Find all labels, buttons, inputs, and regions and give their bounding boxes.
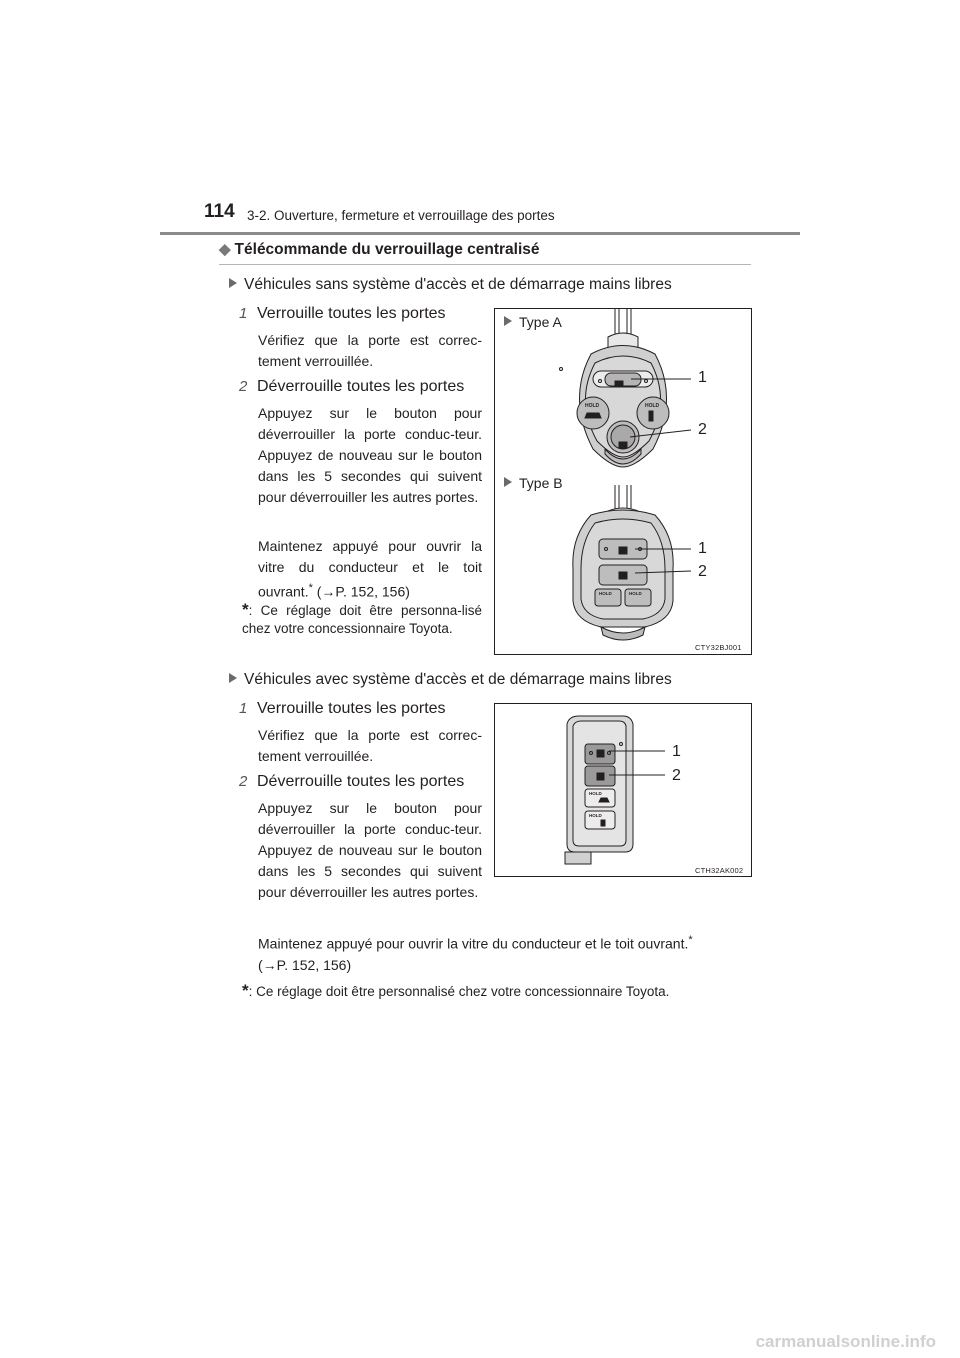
subsection-heading-2: Véhicules avec système d'accès et de démarrage mains libres — [229, 671, 672, 689]
item-lock-1-text: Vérifiez que la porte est correc-tement verrouillée. — [258, 332, 482, 369]
svg-text:HOLD: HOLD — [589, 813, 602, 818]
svg-text:HOLD: HOLD — [585, 403, 600, 409]
triangle-bullet-icon — [504, 477, 512, 487]
item-unlock-2: 2 Déverrouille toutes les portes — [239, 773, 465, 790]
callout-2-smart-key: 2 — [672, 767, 681, 784]
figure-code: CTY32BJ001 — [695, 643, 742, 652]
svg-text:HOLD: HOLD — [589, 791, 602, 796]
callout-2-type-b: 2 — [698, 563, 707, 580]
type-b-label: Type B — [504, 475, 563, 491]
page-number: 114 — [204, 201, 235, 222]
item-unlock-1-text: Appuyez sur le bouton pour déverrouiller la porte conduc-teur. Appuyez de nouveau sur le bouton dans les 5 secondes qui suivent pour déverrouiller les autres portes. — [258, 405, 482, 505]
diamond-icon: ◆ — [219, 241, 231, 258]
triangle-bullet-icon — [229, 673, 237, 683]
subsection-heading-1: Véhicules sans système d'accès et de démarrage mains libres — [229, 276, 672, 294]
footnote-1: *: Ce réglage doit être personna-lisé chez votre concessionnaire Toyota. — [242, 600, 482, 636]
triangle-bullet-icon — [504, 316, 512, 326]
type-a-label: Type A — [504, 314, 562, 330]
callout-1-type-b: 1 — [698, 540, 707, 557]
item-lock-2: 1 Verrouille toutes les portes — [239, 700, 446, 717]
svg-text:HOLD: HOLD — [645, 403, 660, 409]
item-unlock-1: 2 Déverrouille toutes les portes — [239, 378, 465, 395]
section-title: ◆ Télécommande du verrouillage centralisé — [219, 241, 540, 258]
item-lock-2-text: Vérifiez que la porte est correc-tement verrouillée. — [258, 727, 482, 764]
callout-2-type-a: 2 — [698, 421, 707, 438]
figure-remote-keys — [494, 308, 752, 655]
figure-code-2: CTH32AK002 — [695, 866, 744, 875]
svg-text:HOLD: HOLD — [629, 591, 642, 596]
item-unlock-2-note: Maintenez appuyé pour ouvrir la vitre du conducteur et le toit ouvrant.* (→P. 152, 156) — [258, 934, 693, 973]
item-lock-1: 1 Verrouille toutes les portes — [239, 305, 446, 322]
callout-1-smart-key: 1 — [672, 743, 681, 760]
section-divider — [219, 264, 751, 265]
footnote-2: *: Ce réglage doit être personnalisé chez votre concessionnaire Toyota. — [242, 981, 670, 1000]
triangle-bullet-icon — [229, 278, 237, 288]
smart-key-illustration — [495, 704, 751, 876]
figure-smart-key — [494, 703, 752, 877]
chapter-title: 3-2. Ouverture, fermeture et verrouillage des portes — [247, 208, 555, 223]
header-divider — [160, 232, 800, 235]
item-unlock-1-note: Maintenez appuyé pour ouvrir la vitre du conducteur et le toit ouvrant.* (→P. 152, 156) — [258, 538, 482, 600]
svg-text:HOLD: HOLD — [599, 591, 612, 596]
item-unlock-2-text: Appuyez sur le bouton pour déverrouiller la porte conduc-teur. Appuyez de nouveau sur le bouton dans les 5 secondes qui suivent pour déverrouiller les autres portes. — [258, 800, 482, 900]
watermark: carmanualsonline.info — [755, 1332, 936, 1351]
callout-1-type-a: 1 — [698, 369, 707, 386]
